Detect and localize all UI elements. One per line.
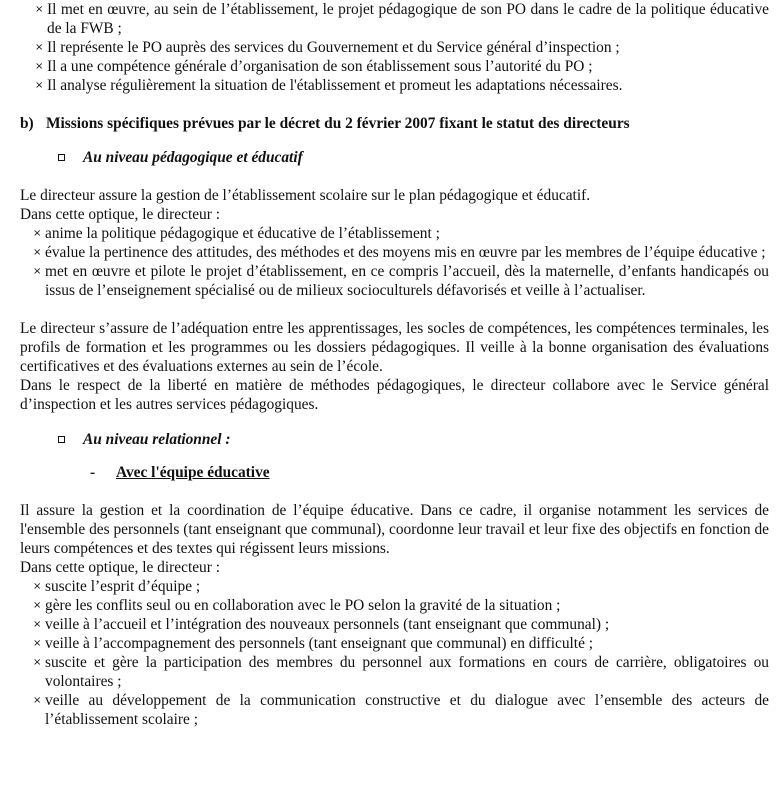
paragraph: Le directeur assure la gestion de l’établissement scolaire sur le plan pédagogique et éducatif. [20,187,591,204]
dash-marker: - [90,464,96,481]
paragraph: Il assure la gestion et la coordination de l’équipe éducative. Dans ce cadre, il organise notamment les services de l'ensemble des personnels (tant enseignant que communal), coordonne leur travail et leur fixe des objectifs en fonction de leurs compétences et des textes qui régissent leurs missions. [20,502,769,557]
bullet-icon: × [33,657,42,668]
list-item: × veille à l’accueil et l’intégration des nouveaux personnels (tant enseignant que communal) ; [33,616,610,633]
bullet-icon: × [35,80,44,91]
list-item: × évalue la pertinence des attitudes, des méthodes et des moyens mis en œuvre par les membres de l’équipe éducative ; [33,244,766,261]
paragraph: Le directeur s’assure de l’adéquation entre les apprentissages, les socles de compétences, les compétences terminales, les profils de formation et les programmes ou les dossiers pédagogiques. Il veille à la bonne organisation des évaluations certificatives et des évaluations externes au sein de l’école. [20,320,769,375]
bullet-icon: × [33,266,42,277]
list-item: × Il représente le PO auprès des services du Gouvernement et du Service général d’inspection ; [35,39,620,56]
list-item: × suscite et gère la participation des membres du personnel aux formations en cours de carrière, obligatoires ou volontaires ; [33,654,769,690]
bullet-icon: × [33,619,42,630]
bullet-icon: × [33,581,42,592]
list-item: × veille au développement de la communication constructive et du dialogue avec l’ensemble des acteurs de l’établissement scolaire ; [33,692,769,728]
bullet-icon: × [35,42,44,53]
checkbox-square-icon [58,436,65,443]
subsection-title: Au niveau pédagogique et éducatif [83,149,303,166]
bullet-list-pedagogique [20,224,769,300]
dash-heading [20,463,769,482]
list-item: × Il met en œuvre, au sein de l’établissement, le projet pédagogique de son PO dans le cadre de la politique éducative de la FWB ; [35,1,769,37]
list-item: × gère les conflits seul ou en collaboration avec le PO selon la gravité de la situation ; [33,597,561,614]
checkbox-square-icon [58,154,65,161]
list-lead: Dans cette optique, le directeur : [20,206,220,223]
list-item: × anime la politique pédagogique et éducative de l’établissement ; [33,225,440,242]
list-item: × Il a une compétence générale d’organisation de son établissement sous l’autorité du PO ; [35,58,593,75]
section-label: b) [20,115,34,132]
bullet-icon: × [33,638,42,649]
bullet-icon: × [33,600,42,611]
bullet-icon: × [33,247,42,258]
list-item: × veille à l’accompagnement des personnels (tant enseignant que communal) en difficulté ; [33,635,594,652]
subsection-heading-pedagogique [20,148,769,167]
list-lead: Dans cette optique, le directeur : [20,559,220,576]
list-item: × Il analyse régulièrement la situation de l'établissement et promeut les adaptations nécessaires. [35,77,623,94]
section-title: Missions spécifiques prévues par le décret du 2 février 2007 fixant le statut des directeurs [46,115,630,132]
list-item: × met en œuvre et pilote le projet d’établissement, en ce compris l’accueil, dès la maternelle, d’enfants handicapés ou issus de l’enseignement spécialisé ou de milieux socioculturels défavorisés et veille à l’actualiser. [33,263,769,299]
list-item: × suscite l’esprit d’équipe ; [33,578,201,595]
subsection-heading-relationnel [20,430,769,449]
intro-bullet-list [20,0,769,95]
bullet-icon: × [33,228,42,239]
subsection-title: Au niveau relationnel : [83,431,231,448]
dash-heading-title: Avec l'équipe éducative [116,464,270,481]
section-heading [20,114,769,133]
bullet-icon: × [35,4,44,15]
bullet-icon: × [35,61,44,72]
paragraph: Dans le respect de la liberté en matière de méthodes pédagogiques, le directeur collabore avec le Service général d’inspection et les autres services pédagogiques. [20,377,769,413]
bullet-icon: × [33,695,42,706]
bullet-list-relationnel [20,577,769,729]
